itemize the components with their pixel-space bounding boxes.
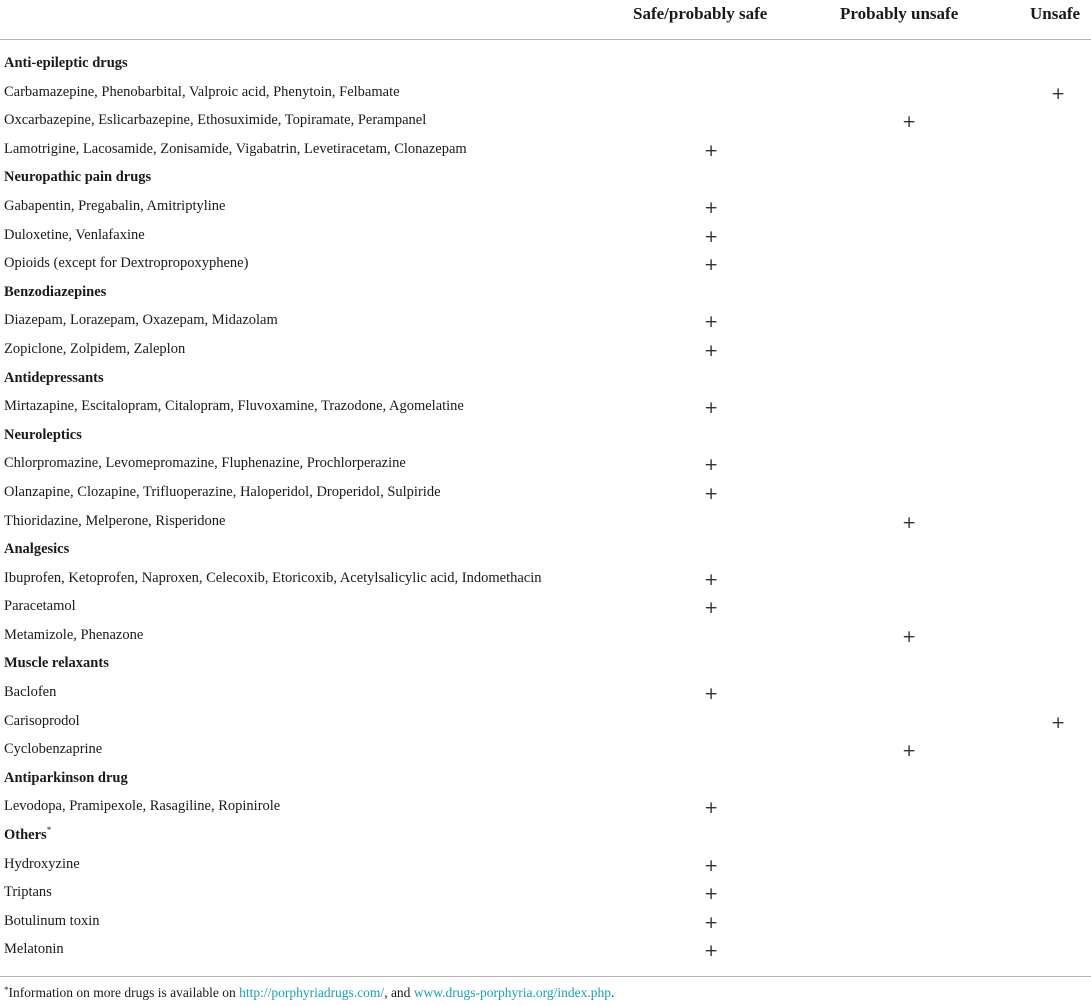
table-row: [0, 393, 1091, 422]
rating-mark-safe: +: [704, 798, 719, 819]
table-row: [0, 336, 1091, 365]
category-label: Anti-epileptic drugs: [4, 55, 128, 71]
table-row: [0, 908, 1091, 937]
drug-label: Chlorpromazine, Levomepromazine, Fluphenazine, Prochlorperazine: [4, 455, 406, 472]
table-row: [0, 679, 1091, 708]
rating-mark-safe: +: [704, 912, 719, 933]
footer-divider: [0, 976, 1091, 977]
category-label: Antidepressants: [4, 369, 104, 386]
column-header-probably-unsafe: Probably unsafe: [840, 4, 959, 23]
drug-label: Baclofen: [4, 684, 57, 701]
drug-label: Thioridazine, Melperone, Risperidone: [4, 512, 226, 529]
rating-mark-safe: +: [704, 455, 719, 476]
category-label: Benzodiazepines: [4, 283, 107, 300]
table-row: [0, 851, 1091, 880]
category-row: [0, 422, 1091, 451]
category-row: [0, 365, 1091, 394]
table-row: [0, 736, 1091, 765]
rating-mark-unsafe: +: [1051, 83, 1066, 104]
rating-mark-probably-unsafe: +: [902, 112, 917, 133]
category-row: [0, 650, 1091, 679]
drug-label: Cyclobenzaprine: [4, 741, 103, 758]
table-row: [0, 508, 1091, 537]
column-header-safe: Safe/probably safe: [633, 4, 768, 23]
rating-mark-unsafe: +: [1051, 712, 1066, 733]
drug-label: Melatonin: [4, 941, 64, 958]
drug-label: Ibuprofen, Ketoprofen, Naproxen, Celecoxib, Etoricoxib, Acetylsalicylic acid, Indomethacin: [4, 569, 542, 586]
footnote-text-middle: , and: [384, 985, 414, 1000]
table-row: [0, 708, 1091, 737]
category-label: Others*: [4, 825, 52, 844]
footnote-text-before: Information on more drugs is available on: [8, 985, 240, 1000]
category-label: Muscle relaxants: [4, 655, 109, 672]
drug-label: Mirtazapine, Escitalopram, Citalopram, Fluvoxamine, Trazodone, Agomelatine: [4, 398, 464, 415]
rating-mark-safe: +: [704, 340, 719, 361]
rating-mark-safe: +: [704, 569, 719, 590]
drug-label: Zopiclone, Zolpidem, Zaleplon: [4, 340, 186, 357]
rating-mark-safe: +: [704, 483, 719, 504]
rating-mark-safe: +: [704, 255, 719, 276]
table-row: [0, 250, 1091, 279]
table-row: [0, 936, 1091, 965]
footnote-text-after: .: [611, 985, 615, 1000]
category-row: [0, 279, 1091, 308]
rating-mark-safe: +: [704, 884, 719, 905]
table-body: [0, 50, 1091, 965]
category-row: [0, 765, 1091, 794]
drug-label: Triptans: [4, 884, 52, 901]
table-header-row: [0, 0, 1091, 30]
table-row: [0, 479, 1091, 508]
drug-label: Botulinum toxin: [4, 912, 100, 929]
category-row: [0, 536, 1091, 565]
rating-mark-safe: +: [704, 140, 719, 161]
header-divider: [0, 39, 1091, 40]
table-row: [0, 107, 1091, 136]
rating-mark-safe: +: [704, 941, 719, 962]
footnote-marker: *: [4, 985, 9, 995]
table-row: [0, 450, 1091, 479]
drug-label: Hydroxyzine: [4, 855, 80, 872]
rating-mark-safe: +: [704, 197, 719, 218]
drug-label: Lamotrigine, Lacosamide, Zonisamide, Vigabatrin, Levetiracetam, Clonazepam: [4, 140, 467, 157]
drug-label: Opioids (except for Dextropropoxyphene): [4, 255, 249, 272]
table-row: [0, 879, 1091, 908]
category-label: Neuroleptics: [4, 426, 82, 443]
table-row: [0, 622, 1091, 651]
drug-label: Carbamazepine, Phenobarbital, Valproic acid, Phenytoin, Felbamate: [4, 83, 400, 100]
drug-label: Carisoprodol: [4, 712, 80, 729]
category-label: Analgesics: [4, 541, 70, 558]
drug-label: Olanzapine, Clozapine, Trifluoperazine, Haloperidol, Droperidol, Sulpiride: [4, 483, 441, 500]
rating-mark-probably-unsafe: +: [902, 741, 917, 762]
footnote-link-porphyriadrugs[interactable]: http://porphyriadrugs.com/: [239, 985, 385, 1000]
drug-label: Levodopa, Pramipexole, Rasagiline, Ropinirole: [4, 798, 281, 815]
footnote: [4, 985, 614, 1001]
rating-mark-safe: +: [704, 226, 719, 247]
drug-label: Oxcarbazepine, Eslicarbazepine, Ethosuximide, Topiramate, Perampanel: [4, 112, 427, 129]
category-label: Antiparkinson drug: [4, 769, 128, 786]
rating-mark-safe: +: [704, 855, 719, 876]
column-header-unsafe: Unsafe: [1030, 4, 1081, 23]
drug-label: Duloxetine, Venlafaxine: [4, 226, 145, 243]
footnote-marker: *: [46, 825, 52, 836]
category-row: [0, 822, 1091, 851]
footnote-link-drugs-porphyria[interactable]: www.drugs-porphyria.org/index.php: [413, 985, 612, 1000]
table-row: [0, 79, 1091, 108]
drug-label: Metamizole, Phenazone: [4, 626, 144, 643]
drug-label: Diazepam, Lorazepam, Oxazepam, Midazolam: [4, 312, 278, 329]
rating-mark-safe: +: [704, 684, 719, 705]
table-row: [0, 593, 1091, 622]
category-label: Neuropathic pain drugs: [4, 169, 152, 186]
table-row: [0, 193, 1091, 222]
table-row: [0, 565, 1091, 594]
rating-mark-safe: +: [704, 398, 719, 419]
category-row: [0, 50, 1091, 79]
rating-mark-safe: +: [704, 598, 719, 619]
table-row: [0, 222, 1091, 251]
table-row: [0, 307, 1091, 336]
category-row: [0, 164, 1091, 193]
rating-mark-probably-unsafe: +: [902, 626, 917, 647]
rating-mark-safe: +: [704, 312, 719, 333]
rating-mark-probably-unsafe: +: [902, 512, 917, 533]
table-row: [0, 793, 1091, 822]
table-row: [0, 136, 1091, 165]
drug-label: Paracetamol: [4, 598, 76, 615]
drug-label: Gabapentin, Pregabalin, Amitriptyline: [4, 197, 226, 214]
